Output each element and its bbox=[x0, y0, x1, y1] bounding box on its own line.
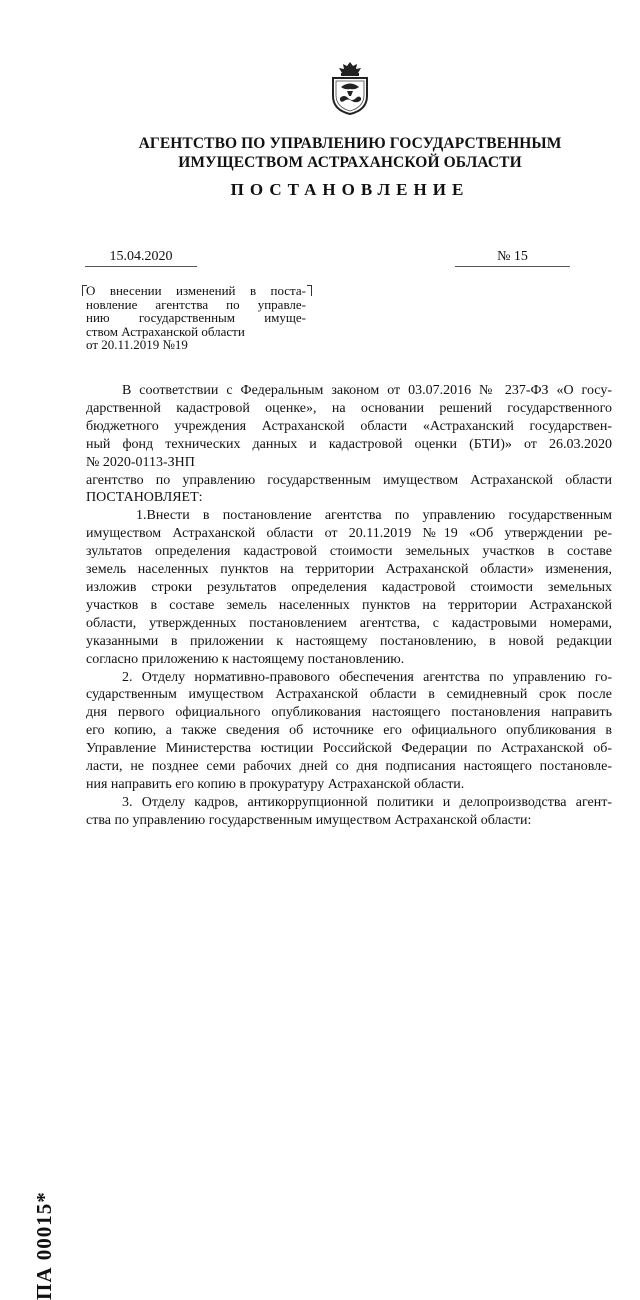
body-line: зультатов определения кадастровой стоимости земельных участков в составе bbox=[86, 544, 612, 560]
body-line: № 2020-0113-ЗНП bbox=[86, 454, 195, 470]
body-line: агентство по управлению государственным имуществом Астраханской области bbox=[86, 472, 612, 488]
organization-title-line1: АГЕНТСТВО ПО УПРАВЛЕНИЮ ГОСУДАРСТВЕННЫМ bbox=[138, 135, 562, 152]
body-line: ласти, не позднее семи рабочих дней со дня подписания настоящего постановле- bbox=[86, 759, 612, 775]
subject-bracket-left bbox=[82, 285, 87, 296]
document-date: 15.04.2020 bbox=[85, 248, 197, 267]
body-line: указанными в приложении к настоящему постановлению, в новой редакции bbox=[86, 633, 612, 649]
body-line: ПОСТАНОВЛЯЕТ: bbox=[86, 490, 203, 506]
body-line: земель населенных пунктов на территории Астраханской области» изменения, bbox=[86, 562, 612, 578]
subject-bracket-right bbox=[307, 285, 312, 296]
body-line: дня первого официального опубликования настоящего постановления направить bbox=[86, 705, 612, 721]
subject-line: ством Астраханской области bbox=[86, 323, 245, 339]
body-line: 3. Отделу кадров, антикоррупционной политики и делопроизводства агент- bbox=[122, 794, 612, 810]
subject-line: новление агентства по управле- bbox=[86, 296, 306, 312]
body-line: 2. Отделу нормативно-правового обеспечения агентства по управлению го- bbox=[122, 669, 612, 685]
body-line: имуществом Астраханской области от 20.11.2019 №19 «Об утверждении ре- bbox=[86, 526, 612, 542]
body-line: его копию, а также сведения об источнике его официального опубликования в bbox=[86, 723, 612, 739]
subject-line: от 20.11.2019 №19 bbox=[86, 337, 188, 352]
subject-line: нию государственным имуще- bbox=[86, 310, 306, 325]
body-line: 1.Внести в постановление агентства по управлению государственным bbox=[136, 508, 612, 524]
registration-stamp: ПА 00015* bbox=[32, 1191, 56, 1300]
body-line: согласно приложению к настоящему постановлению. bbox=[86, 651, 405, 667]
body-line: ния направить его копию в прокуратуру Астраханской области. bbox=[86, 776, 465, 792]
body-line: участков в составе земель населенных пунктов на территории Астраханской bbox=[86, 597, 612, 613]
body-line: сударственным имуществом Астраханской области в семидневный срок после bbox=[86, 687, 612, 703]
document-type: ПОСТАНОВЛЕНИЕ bbox=[230, 180, 470, 199]
body-line: изложив строки результатов определения кадастровой стоимости земельных bbox=[86, 579, 612, 595]
document-subject bbox=[86, 284, 306, 352]
body-line: В соответствии с Федеральным законом от 03.07.2016 № 237-ФЗ «О госу- bbox=[122, 383, 612, 398]
coat-of-arms-icon bbox=[327, 60, 373, 116]
organization-title bbox=[100, 134, 600, 172]
subject-line: О внесении изменений в поста- bbox=[86, 283, 306, 298]
document-body bbox=[86, 382, 612, 830]
document-number: № 15 bbox=[455, 248, 570, 267]
body-line: бюджетного учреждения Астраханской области «Астраханский государствен- bbox=[86, 418, 612, 434]
organization-title-line2: ИМУЩЕСТВОМ АСТРАХАНСКОЙ ОБЛАСТИ bbox=[178, 154, 522, 171]
body-line: дарственной кадастровой оценке», на основании решений государственного bbox=[86, 400, 612, 416]
body-line: ства по управлению государственным имуществом Астраханской области: bbox=[86, 812, 532, 828]
body-line: ный фонд технических данных и кадастровой оценки (БТИ)» от 26.03.2020 bbox=[86, 436, 612, 452]
body-line: области, утвержденных постановлением агентства, с кадастровыми номерами, bbox=[86, 615, 612, 631]
body-line: Управление Министерства юстиции Российской Федерации по Астраханской об- bbox=[86, 741, 612, 757]
